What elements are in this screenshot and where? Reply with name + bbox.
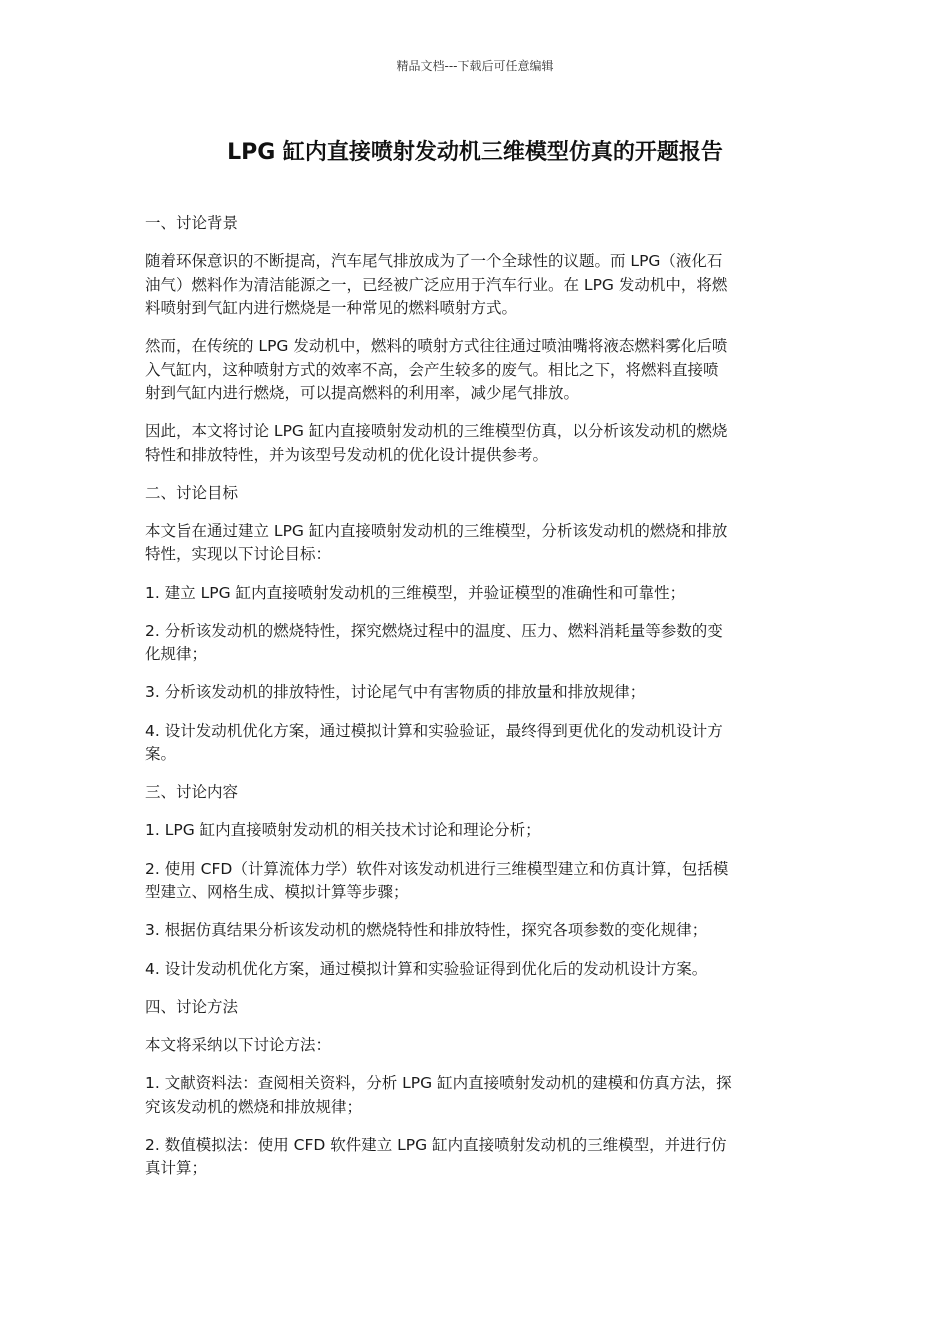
section-heading-content: 三、讨论内容 (145, 783, 239, 802)
goal-item-4: 4. 设计发动机优化方案，通过模拟计算和实验验证，最终得到更优化的发动机设计方 案。 (145, 721, 723, 764)
document-title: LPG 缸内直接喷射发动机三维模型仿真的开题报告 (227, 140, 723, 165)
goal-item-3: 3. 分析该发动机的排放特性，讨论尾气中有害物质的排放量和排放规律； (145, 683, 646, 702)
background-paragraph-2: 然而，在传统的 LPG 发动机中，燃料的喷射方式往往通过喷油嘴将液态燃料雾化后喷 入气缸内，这种喷射方式的效率不高，会产生较多的废气。相比之下，将燃料直接喷 射到气缸内进行燃烧，可以提高燃料的利用率，减少尾气排放。 (145, 337, 728, 403)
goals-intro-paragraph: 本文旨在通过建立 LPG 缸内直接喷射发动机的三维模型，分析该发动机的燃烧和排放 特性，实现以下讨论目标： (145, 522, 728, 564)
goal-item-2: 2. 分析该发动机的燃烧特性，探究燃烧过程中的温度、压力、燃料消耗量等参数的变 化规律； (145, 621, 723, 664)
methods-intro-paragraph: 本文将采纳以下讨论方法： (145, 1035, 332, 1054)
section-heading-methods: 四、讨论方法 (145, 997, 239, 1016)
section-heading-goals: 二、讨论目标 (145, 483, 239, 502)
background-paragraph-3: 因此，本文将讨论 LPG 缸内直接喷射发动机的三维模型仿真，以分析该发动机的燃烧 特性和排放特性，并为该型号发动机的优化设计提供参考。 (145, 422, 728, 464)
content-item-4: 4. 设计发动机优化方案，通过模拟计算和实验验证得到优化后的发动机设计方案。 (145, 959, 708, 978)
goal-item-1: 1. 建立 LPG 缸内直接喷射发动机的三维模型，并验证模型的准确性和可靠性； (145, 583, 686, 602)
background-paragraph-1: 随着环保意识的不断提高，汽车尾气排放成为了一个全球性的议题。而 LPG（液化石 油气）燃料作为清洁能源之一，已经被广泛应用于汽车行业。在 LPG 发动机中，将燃 料喷射到气缸内进行燃烧是一种常见的燃料喷射方式。 (145, 252, 728, 318)
section-heading-background: 一、讨论背景 (145, 214, 239, 232)
content-item-2: 2. 使用 CFD（计算流体力学）软件对该发动机进行三维模型建立和仿真计算，包括模 型建立、网格生成、模拟计算等步骤； (145, 859, 729, 902)
method-item-1: 1. 文献资料法：查阅相关资料，分析 LPG 缸内直接喷射发动机的建模和仿真方法，探 究该发动机的燃烧和排放规律； (145, 1074, 732, 1116)
method-item-2: 2. 数值模拟法：使用 CFD 软件建立 LPG 缸内直接喷射发动机的三维模型，并进行仿 真计算； (145, 1135, 727, 1178)
page-header-note: 精品文档---下载后可任意编辑 (396, 59, 554, 73)
content-item-1: 1. LPG 缸内直接喷射发动机的相关技术讨论和理论分析； (145, 821, 541, 840)
content-item-3: 3. 根据仿真结果分析该发动机的燃烧特性和排放特性，探究各项参数的变化规律； (145, 921, 708, 940)
document-body (145, 212, 807, 1195)
